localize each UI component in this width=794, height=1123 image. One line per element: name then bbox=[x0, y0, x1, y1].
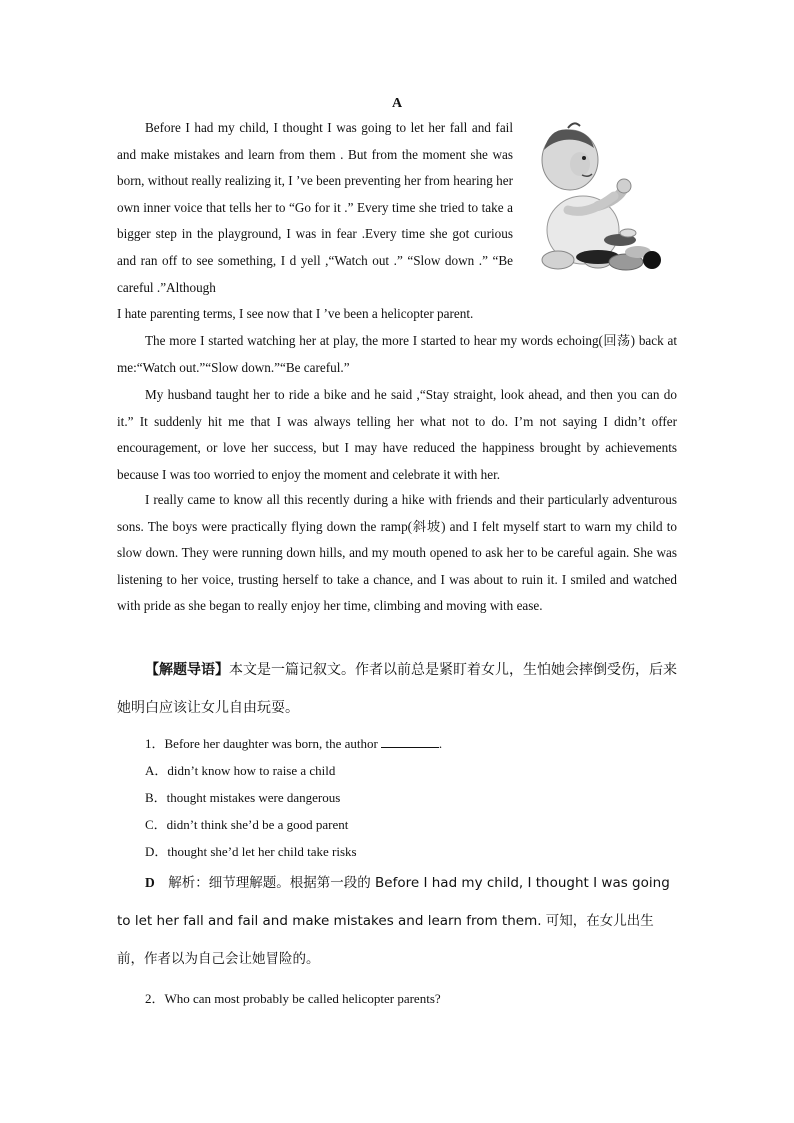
question-2: 2．Who can most probably be called helicopter parents? bbox=[145, 991, 441, 1006]
option-d: D．thought she’d let her child take risks bbox=[145, 844, 357, 859]
option-a: A．didn’t know how to raise a child bbox=[145, 763, 336, 778]
guide-text: 本文是一篇记叙文。作者以前总是紧盯着女儿，生怕她会摔倒受伤，后来她明白应该让女儿自由玩耍。 bbox=[117, 662, 677, 716]
guide-tag: 【解题导语】 bbox=[145, 662, 229, 678]
paragraph-1: Before I had my child, I thought I was going to let her fall and fail and make mistakes and learn from them . But from the moment she was born, without really realizing it, I ’ve been preventing her from hearing her own inner voice that tells her to “Go for it .” Every time she tried to take a bigger step in the playground, I was in fear .Every time she got curious and ran off to see something, I d yell ,“Watch out .” “Slow down .” “Be careful .”Although bbox=[117, 120, 513, 295]
question-1-stem: 1．Before her daughter was born, the author bbox=[145, 736, 378, 751]
answer-blank bbox=[381, 735, 439, 748]
section-title: A bbox=[391, 96, 403, 111]
paragraph-3: My husband taught her to ride a bike and he said ,“Stay straight, look ahead, and then you can do it.” It suddenly hit me that I was always telling her what not to do. I’m not saying I didn’t offer encouragement, or love her success, but I may have reduced the happiness brought by achievements because I was too worried to enjoy the moment and celebrate it with her. bbox=[117, 387, 677, 482]
question-1-end: . bbox=[438, 736, 443, 751]
analysis-text: 解析：细节理解题。根据第一段的 Before I had my child, I thought I was going to let her fall and fail and make mistakes and learn from them. 可知，在女儿出生前，作者以为自己会让她冒险的。 bbox=[117, 875, 670, 967]
paragraph-4: I really came to know all this recently during a hike with friends and their particularly adventurous sons. The boys were practically flying down the ramp(斜坡) and I felt myself start to warn my child to slow down. They were running down hills, and my mouth opened to ask her to be careful again. She was listening to her voice, trusting herself to take a chance, and I was about to ruin it. I smiled and watched with pride as she began to really enjoy her time, climbing and moving with ease. bbox=[117, 492, 677, 614]
option-c: C．didn’t think she’d be a good parent bbox=[145, 817, 349, 832]
baby-photo bbox=[528, 120, 678, 280]
answer-letter: D bbox=[145, 875, 155, 890]
question-1 bbox=[145, 733, 442, 752]
paragraph-2: The more I started watching her at play, the more I started to hear my words echoing(回荡) back at me:“Watch out.”“Slow down.”“Be careful.” bbox=[117, 333, 677, 375]
paragraph-1-end: I hate parenting terms, I see now that I ’ve been a helicopter parent. bbox=[117, 306, 474, 321]
analysis-1 bbox=[117, 864, 677, 978]
option-b: B．thought mistakes were dangerous bbox=[145, 790, 341, 805]
guide-section bbox=[117, 651, 677, 727]
